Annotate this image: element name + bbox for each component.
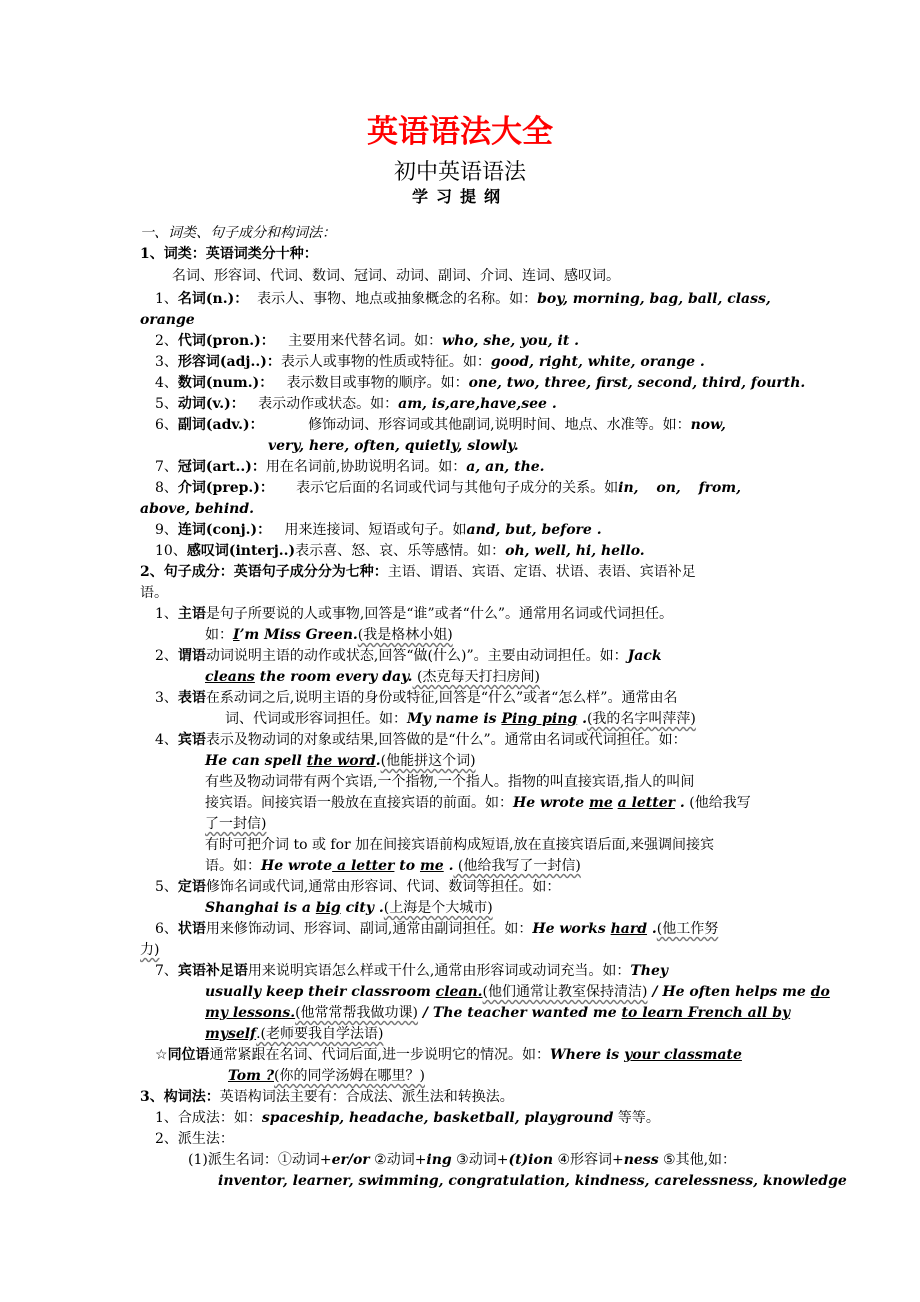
example-translation: (我的名字叫萍萍) [586,711,696,727]
item-term: 状语 [177,921,206,937]
example-text: My name is [407,711,502,727]
sentence-part-item [155,689,677,708]
example-translation: (上海是个大城市) [383,900,493,916]
paragraph-line: 有些及物动词带有两个宾语,一个指物,一个指人。指物的叫直接宾语,指人的叫间 [205,774,695,790]
item-desc: 表示喜、怒、哀、乐等感情。如： [295,543,506,559]
example-text: / He often helps me [647,984,811,1000]
derivation-examples: inventor, learner, swimming, congratulation, kindness, carelessness, knowledge [218,1173,847,1189]
item-term: 谓语 [177,648,206,664]
example-underlined: a letter [332,858,395,874]
item-term: 介词(prep.)： [177,480,274,496]
word-class-item [155,374,805,393]
item-desc: 表示人或事物的性质或特征。如： [280,354,491,370]
item-desc: 派生法： [177,1131,234,1147]
example-translation: (他给我写 [684,795,751,811]
heading-2-cont: 语。 [140,585,168,601]
example-text: Where is [550,1047,625,1063]
item-number: 6、 [155,417,178,433]
example-text: . [443,858,454,874]
word-class-item [155,542,645,561]
heading-2 [140,563,696,582]
item-example: spaceship, headache, basketball, playground [261,1110,614,1126]
item-example: am, is,are,have,see . [398,396,557,412]
item-desc: 表示它后面的名词或代词与其他句子成分的关系。如 [296,480,619,496]
rule-text: ⑤其他,如： [658,1152,737,1168]
example-line [205,626,453,645]
item-desc: 表示及物动词的对象或结果,回答做的是“什么”。通常由名词或代词担任。如： [205,732,687,748]
item-number: 3、 [155,354,178,370]
example-line [228,1067,425,1086]
example-underlined: hard [610,921,648,937]
item-term: 表语 [177,690,206,706]
example-line [205,668,540,687]
example-text: He wrote [513,795,590,811]
item-desc: 动词说明主语的动作或状态,回答“做(什么)”。主要由动词担任。如： [205,648,628,664]
example-translation: (他常常帮我做功课) [295,1005,419,1021]
heading-text: 词类：英语词类分十种： [163,246,318,262]
example-text: He wrote [261,858,333,874]
item-number: 5、 [155,879,178,895]
item-number: 4、 [155,732,178,748]
word-class-item [155,479,741,498]
item-desc: 接宾语。间接宾语一般放在直接宾语的前面。如： [205,795,513,811]
document-title: 英语语法大全 [367,114,553,150]
example-line [205,752,476,771]
example-underlined: Ping ping [501,711,578,727]
example-text: He works [532,921,611,937]
item-term: 同位语 [167,1047,210,1063]
example-underlined: my lessons. [205,1005,296,1021]
example-underlined: I [233,627,240,643]
rule-text: ④形容词+ [553,1152,624,1168]
item-desc: 合成法：如： [177,1110,262,1126]
item-example: on, [656,480,681,496]
paragraph-line: 了一封信) [205,816,267,832]
word-class-list: 名词、形容词、代词、数词、冠词、动词、副词、介词、连词、感叹词。 [172,268,620,284]
item-desc: 等等。 [613,1110,660,1126]
example-underlined: do [810,984,830,1000]
example-translation: (你的同学汤姆在哪里？) [274,1068,425,1084]
item-desc: 表示人、事物、地点或抽象概念的名称。如： [257,291,538,307]
item-term: 宾语补足语 [177,963,248,979]
heading-text: 构词法： [163,1089,220,1105]
item-term: 形容词(adj..)： [177,354,281,370]
item-example: oh, well, hi, hello. [505,543,645,559]
item-desc: 是句子所要说的人或事物,回答是“谁”或者“什么”。通常用名词或代词担任。 [205,606,673,622]
item-example: now, [690,417,726,433]
sentence-part-item [155,731,687,750]
word-class-item [155,353,705,372]
word-class-item [155,416,726,435]
item-term: 代词(pron.)： [177,333,275,349]
item-example: They [630,963,669,979]
example-line [205,1004,790,1023]
example-underlined: me [419,858,444,874]
item-desc: 表示数目或事物的顺序。如： [286,375,469,391]
example-text: to [394,858,420,874]
sentence-part-item [155,962,668,981]
example-underlined: the word [306,753,376,769]
item-number: 2、 [155,648,178,664]
item-number: 1、 [155,291,178,307]
example-text: . [675,795,685,811]
item-desc: 用来连接词、短语或句子。如 [284,522,467,538]
item-desc: 用来说明宾语怎么样或干什么,通常由形容词或动词充当。如： [247,963,631,979]
word-class-item [155,290,771,309]
item-desc: 词、代词或形容词担任。如： [225,711,407,727]
item-example: good, right, white, orange . [490,354,705,370]
item-example: who, she, you, it . [442,333,580,349]
example-line [225,710,696,729]
suffix: er/or [331,1152,370,1168]
example-text: . [647,921,657,937]
item-number: 9、 [155,522,178,538]
example-underlined: clean. [435,984,483,1000]
item-number: 7、 [155,459,178,475]
item-example: from, [698,480,741,496]
document-subtitle: 初中英语语法 [393,160,526,185]
sentence-part-item [155,647,662,666]
item-example: one, two, three, first, second, third, fourth. [468,375,806,391]
example-text: usually keep their classroom [205,984,436,1000]
example-underlined: Tom ? [228,1068,275,1084]
item-term: 动词(v.)： [177,396,245,412]
suffix: ness [623,1152,659,1168]
item-term: 冠词(art..)： [177,459,266,475]
heading-rest: 主语、谓语、宾语、定语、状语、表语、宾语补足 [387,564,696,580]
suffix: (t)ion [508,1152,554,1168]
item-term: 宾语 [177,732,206,748]
example-text: the room every day. [254,669,413,685]
paragraph-line: 有时可把介词 to 或 for 加在间接宾语前构成短语,放在直接宾语后面,来强调间接宾 [205,837,715,853]
document-subtitle-2: 学习提纲 [411,187,508,206]
example-text: city . [340,900,384,916]
item-number: 3、 [155,690,178,706]
item-desc: 在系动词之后,说明主语的身份或特征,回答是“什么”或者“怎么样”。通常由名 [205,690,678,706]
item-number: 4、 [155,375,178,391]
item-desc: 表示动作或状态。如： [258,396,399,412]
item-number: 8、 [155,480,178,496]
item-number: 1、 [155,606,178,622]
example-translation: (他给我写了一封信) [453,858,581,874]
item-example: boy, morning, bag, ball, class, [537,291,771,307]
item-number: 6、 [155,921,178,937]
item-example: Jack [627,648,662,664]
word-formation-item [155,1130,234,1149]
word-class-item-cont: very, here, often, quietly, slowly. [268,438,519,454]
suffix: ing [426,1152,452,1168]
rule-text: ③动词+ [451,1152,509,1168]
item-desc: 语。如： [205,858,261,874]
example-underlined: cleans [205,669,255,685]
heading-text: 句子成分：英语句子成分分为七种： [163,564,388,580]
star-icon: ☆ [155,1047,168,1063]
example-line [205,1025,383,1044]
item-desc: 修饰名词或代词,通常由形容词、代词、数词等担任。如： [205,879,561,895]
sentence-part-item [155,878,560,897]
example-text: He can spell [205,753,307,769]
word-class-item [155,458,545,477]
example-translation: (他能拼这个词) [380,753,476,769]
section-heading: 一、词类、句子成分和构词法： [140,225,336,241]
example-translation: (他工作努 [656,921,719,937]
word-class-item [155,521,602,540]
example-line [205,857,581,876]
item-number: 10、 [155,543,187,559]
appositive-item [155,1046,742,1065]
example-line [205,899,493,918]
derivation-line [188,1151,736,1170]
heading-number: 1、 [140,246,164,262]
item-desc: 修饰动词、形容词或其他副词,说明时间、地点、水准等。如： [308,417,691,433]
word-class-item [155,332,579,351]
heading-rest: 英语构词法主要有：合成法、派生法和转换法。 [219,1089,514,1105]
example-prefix: 如： [205,627,233,643]
example-text: . [375,753,381,769]
item-term: 定语 [177,879,206,895]
item-term: 连词(conj.)： [177,522,272,538]
word-class-item-cont: orange [140,312,195,328]
item-term: 名词(n.)： [177,291,249,307]
heading-number: 2、 [140,564,164,580]
example-text: ’m Miss Green. [239,627,358,643]
item-number: 7、 [155,963,178,979]
example-underlined: to learn French all by [621,1005,791,1021]
example-text: Shanghai is a [205,900,316,916]
item-number: 5、 [155,396,178,412]
sentence-part-item [155,920,718,939]
example-line [205,983,830,1002]
rule-text: ②动词+ [369,1152,427,1168]
sentence-part-item [155,605,673,624]
item-term: 副词(adv.)： [177,417,264,433]
example-underlined: a letter [617,795,676,811]
example-line [205,794,751,813]
word-class-item-cont: above, behind. [140,501,255,517]
example-underlined: me [589,795,613,811]
example-text: . [577,711,587,727]
item-desc: 主要用来代替名词。如： [288,333,443,349]
item-desc: 通常紧跟在名词、代词后面,进一步说明它的情况。如： [209,1047,551,1063]
example-underlined: big [315,900,341,916]
example-text: / The teacher wanted me [418,1005,622,1021]
word-class-item [155,395,557,414]
item-example: in, [618,480,639,496]
heading-1 [140,245,318,264]
item-term: 感叹词(interj..) [186,543,296,559]
example-underlined: your classmate [624,1047,742,1063]
example-translation: (他们通常让教室保持清洁) [482,984,648,1000]
word-formation-item [155,1109,660,1128]
example-translation: .(老师要我自学法语) [256,1026,384,1042]
example-translation: (杰克每天打扫房间) [412,669,540,685]
item-number: 2、 [155,1131,178,1147]
item-term: 数词(num.)： [177,375,274,391]
item-number: 2、 [155,333,178,349]
heading-number: 3、 [140,1089,164,1105]
example-translation: (我是格林小姐) [357,627,453,643]
item-example: a, an, the. [466,459,545,475]
rule-text: (1)派生名词：①动词+ [188,1152,332,1168]
item-term: 主语 [177,606,206,622]
item-desc: 用来修饰动词、形容词、副词,通常由副词担任。如： [205,921,533,937]
item-desc: 用在名词前,协助说明名词。如： [265,459,467,475]
heading-3 [140,1088,514,1107]
example-translation-cont: 力) [140,942,160,958]
item-example: and, but, before . [466,522,602,538]
example-underlined: myself [205,1026,257,1042]
item-number: 1、 [155,1110,178,1126]
